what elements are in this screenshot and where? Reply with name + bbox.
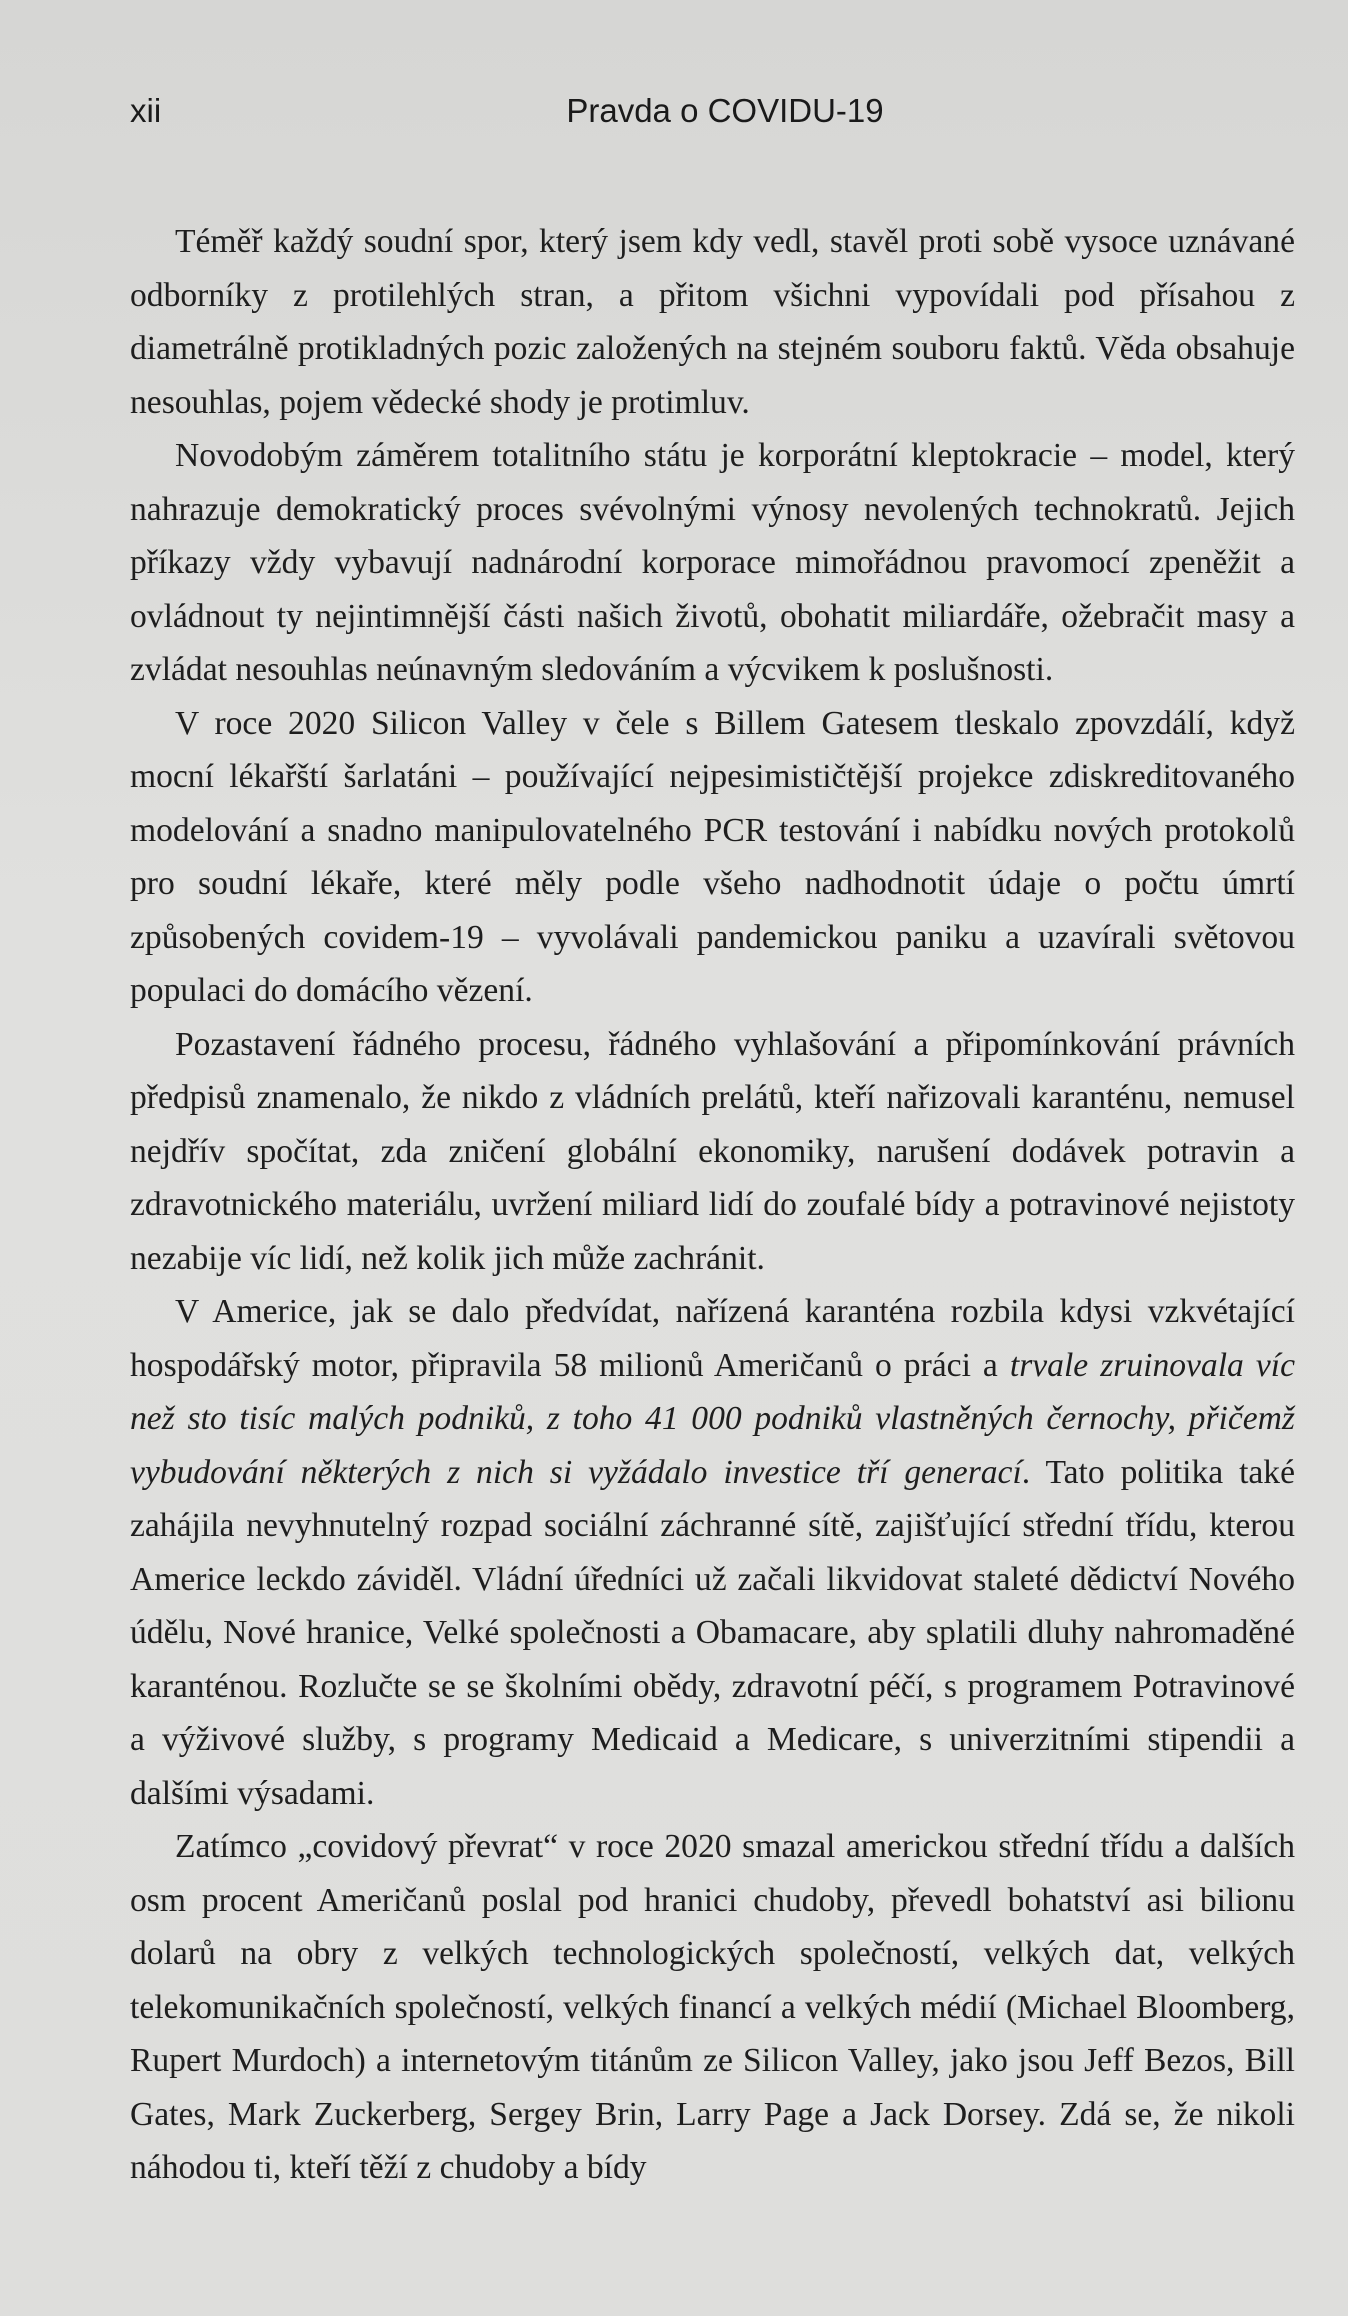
paragraph: Pozastavení řádného procesu, řádného vyhlašování a připomínkování právních předpisů znamenalo, že nikdo z vládních prelátů, kteří nařizovali karanténu, nemusel nejdřív spočítat, zda zničení globální ekonomiky, narušení dodávek potravin a zdravotnického materiálu, uvržení miliard lidí do zoufalé bídy a potravinové nejistoty nezabije víc lidí, než kolik jich může zachránit.: [130, 1025, 1295, 1277]
page-header: [130, 92, 1290, 142]
paragraph-text: . Tato politika také zahájila nevyhnutelný rozpad sociální záchranné sítě, zajišťující střední třídu, kterou Americe leckdo záviděl. Vládní úředníci už začali likvidovat staleté dědictví Nového údělu, Nové hranice, Velké společnosti a Obamacare, aby splatili dluhy nahromaděné karanténou. Rozlučte se se školními obědy, zdravotní péčí, s programem Potravinové a výživové služby, s programy Medicaid a Medicare, s univerzitními stipendii a dalšími výsadami.: [130, 1453, 1295, 1812]
paragraph-text: V Americe, jak se dalo předvídat, nařízená karanténa rozbila kdysi vzkvétající hospodářský motor, připravila 58 milionů Američanů o práci a: [130, 1293, 1295, 1384]
body-text: [130, 215, 1295, 2195]
running-title: Pravda o COVIDU-19: [566, 92, 884, 129]
italic-emphasis: trvale zruinovala víc než sto tisíc malých podniků, z toho 41 000 podniků vlastněných černochy, přičemž vybudování některých z nich si vyžádalo investice tří generací: [130, 1346, 1295, 1491]
paragraph: [130, 1285, 1295, 1820]
page-number: xii: [130, 92, 162, 129]
paragraph: Novodobým záměrem totalitního státu je korporátní kleptokracie – model, který nahrazuje demokratický proces svévolnými výnosy nevolených technokratů. Jejich příkazy vždy vybavují nadnárodní korporace mimořádnou pravomocí zpeněžit a ovládnout ty nejintimnější části našich životů, obohatit miliardáře, ožebračit masy a zvládat nesouhlas neúnavným sledováním a výcvikem k poslušnosti.: [130, 437, 1295, 688]
paragraph: Zatímco „covidový převrat“ v roce 2020 smazal americkou střední třídu a dalších osm procent Američanů poslal pod hranici chudoby, převedl bohatství asi bilionu dolarů na obry z velkých technologických společností, velkých dat, velkých telekomunikačních společností, velkých financí a velkých médií (Michael Bloomberg, Rupert Murdoch) a internetovým titánům ze Silicon Valley, jako jsou Jeff Bezos, Bill Gates, Mark Zuckerberg, Sergey Brin, Larry Page a Jack Dorsey. Zdá se, že nikoli náhodou ti, kteří těží z chudoby a bídy: [130, 1828, 1295, 2186]
paragraph: V roce 2020 Silicon Valley v čele s Billem Gatesem tleskalo zpovzdálí, když mocní lékařští šarlatáni – používající nejpesimističtější projekce zdiskreditovaného modelování a snadno manipulovatelného PCR testování i nabídku nových protokolů pro soudní lékaře, které měly podle všeho nadhodnotit údaje o počtu úmrtí způsobených covidem-19 – vyvolávali pandemickou paniku a uzavírali světovou populaci do domácího vězení.: [130, 704, 1295, 1009]
paragraph: Téměř každý soudní spor, který jsem kdy vedl, stavěl proti sobě vysoce uznávané odborníky z protilehlých stran, a přitom všichni vypovídali pod přísahou z diametrálně protikladných pozic založených na stejném souboru faktů. Věda obsahuje nesouhlas, pojem vědecké shody je protimluv.: [130, 223, 1295, 421]
